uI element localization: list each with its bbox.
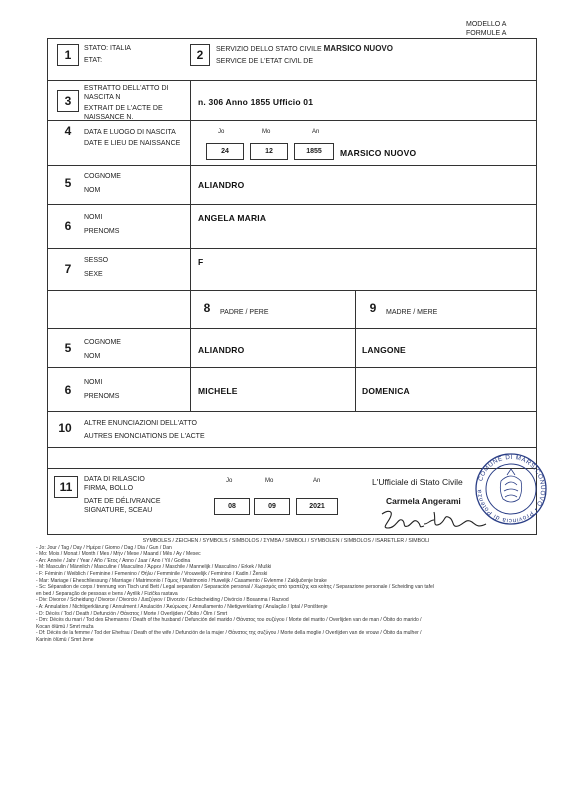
divider <box>190 80 191 411</box>
parents-names-label-fr: PRENOMS <box>84 393 120 400</box>
parents-surname-label-it: COGNOME <box>84 339 121 346</box>
field-number-6: 6 <box>64 219 72 233</box>
mother-header: MADRE / MERE <box>386 309 438 316</box>
legend-title: SYMBOLES / ZEICHEN / SYMBOLS / SIMBOLOS / ΣΥΜΒΑ / SIMBOLI / SYMBOLEN / SIMBOLOS / ISARETLER / SIMBOLI <box>142 538 430 544</box>
field-number-11: 11 <box>54 476 78 498</box>
issue-month-header: Mo <box>265 478 274 484</box>
divider <box>47 290 537 291</box>
day-header: Jo <box>218 129 225 135</box>
legend-line: - A: Annulation / Nichtigerklärung / Annulment / Anulación / Άκύρωσις / Annullamento / Nietigverklaring / Anulação / Iptal / Poništenje <box>36 603 328 610</box>
divider <box>47 165 537 166</box>
service-label-fr: SERVICE DE L'ETAT CIVIL DE <box>216 58 314 65</box>
divider <box>47 248 537 249</box>
given-names-label-it: NOMI <box>84 214 103 221</box>
model-label <box>466 20 546 38</box>
field-number-3: 3 <box>57 90 79 112</box>
birth-day-box: 24 <box>206 143 244 160</box>
legend-line: - M: Masculin / Männlich / Masculine / Masculino / Άρρεν / Maschile / Mannelijk / Masculino / Erkek / Muški <box>36 564 272 571</box>
field-number-4: 4 <box>64 124 72 138</box>
service-label-it: SERVIZIO DELLO STATO CIVILE <box>216 46 322 53</box>
other-statements-label-it: ALTRE ENUNCIAZIONI DELL'ATTO <box>84 420 197 427</box>
legend-line: Karinin ölümü / Smrt žene <box>36 636 94 643</box>
mother-name-value: DOMENICA <box>362 386 410 396</box>
sex-label-it: SESSO <box>84 257 109 264</box>
legend-line: - Div: Divorce / Scheidung / Divorce / Divorcio / Διαζύγιον / Divorzio / Echtscheiding / Divórcio / Bosanma / Razvod <box>36 597 289 604</box>
model-label-fr: FORMULE A <box>466 30 507 37</box>
field-number-6: 6 <box>64 383 72 397</box>
sex-label <box>84 256 108 279</box>
legend-line: - D: Décès / Tod / Death / Defunción / Θάνατος / Morte / Overlijden / Óbito / Ölm / Smrt <box>36 610 228 617</box>
issue-date-label-l4: SIGNATURE, SCEAU <box>84 507 153 514</box>
other-statements-label-fr: AUTRES ENONCIATIONS DE L'ACTE <box>84 433 205 440</box>
birth-month-box: 12 <box>250 143 288 160</box>
legend-line: - Mar: Mariage / Eheschliessung / Marriage / Matrimonio / Γάμος / Matrimonio / Huwelijk / Casamento / Evlenme / Zaključenje brake <box>36 577 327 584</box>
legend-line: - An: Année / Jahr / Year / Año / Έτος / Anno / Jaar / Ano / Yil / Godina <box>36 557 191 564</box>
legend-line: - Df: Décès de la femme / Tod der Ehefrau / Death of the wife / Defunción de la mujer / Θάνατος της συζύγου / Morte della moglie / Overlijden van de vrouw / Óbito da mulher / <box>36 630 422 637</box>
service-city: MARSICO NUOVO <box>323 44 393 53</box>
father-surname-value: ALIANDRO <box>198 345 245 355</box>
field-number-8: 8 <box>203 301 211 315</box>
legend-line: Kocan ölümü / Smrt muža <box>36 623 94 630</box>
given-names-label-fr: PRENOMS <box>84 228 120 235</box>
model-label-it: MODELLO A <box>466 21 507 28</box>
issue-day-box: 08 <box>214 498 250 515</box>
field-number-5: 5 <box>64 341 72 355</box>
issue-month-box: 09 <box>254 498 290 515</box>
sex-label-fr: SEXE <box>84 271 103 278</box>
divider <box>355 290 356 411</box>
legend-line: - Sc: Séparation de corps / trennung von Tisch und Bett / Legal separation / Separación personal / Χωρισμός από τραπέζης και κοίτης / Separazione personale / Scheiding van tafel <box>36 584 434 591</box>
given-names-label <box>84 213 119 236</box>
act-number-label-it: ESTRATTO DELL'ATTO DI NASCITA N <box>84 85 169 101</box>
issue-date-label <box>84 475 161 515</box>
state-label-fr: ETAT: <box>84 57 103 64</box>
legend-line: en bed / Separação de pessoas e bens / Ayrilik / Fizička rastava <box>36 590 178 597</box>
field-number-7: 7 <box>64 262 72 276</box>
officer-title: L'Ufficiale di Stato Civile <box>372 477 463 487</box>
field-number-10: 10 <box>58 421 72 435</box>
birth-date-label <box>84 128 188 148</box>
parents-names-label <box>84 378 119 401</box>
service-label <box>216 44 393 66</box>
field-number-2: 2 <box>190 44 210 66</box>
issue-day-header: Jo <box>226 478 233 484</box>
legend-line: - Mo: Mois / Monat / Month / Mes / Μήν / Mese / Maand / Mês / Ay / Mesec <box>36 551 201 558</box>
official-stamp <box>473 451 549 527</box>
act-number-label <box>84 84 188 122</box>
issue-date-label-l1: DATA DI RILASCIO <box>84 476 145 483</box>
other-statements-label <box>84 419 205 441</box>
field-number-1: 1 <box>57 44 79 66</box>
parents-surname-label <box>84 338 121 361</box>
given-names-value: ANGELA MARIA <box>198 213 267 223</box>
state-label-it: STATO: ITALIA <box>84 45 131 52</box>
birth-date-label-it: DATA E LUOGO DI NASCITA <box>84 129 176 136</box>
divider <box>47 367 537 368</box>
act-number-label-fr: EXTRAIT DE L'ACTE DE NAISSANCE N. <box>84 105 163 121</box>
birth-date-label-fr: DATE E LIEU DE NAISSANCE <box>84 140 181 147</box>
parents-names-label-it: NOMI <box>84 379 103 386</box>
divider <box>47 328 537 329</box>
mother-surname-value: LANGONE <box>362 345 406 355</box>
issue-year-header: An <box>313 478 321 484</box>
surname-label-it: COGNOME <box>84 173 121 180</box>
sex-value: F <box>198 257 204 267</box>
father-header: PADRE / PERE <box>220 309 269 316</box>
surname-label <box>84 172 121 195</box>
divider <box>47 80 537 81</box>
stamp-text: COMUNE DI MARSICONUOVO • Provincia di Potenza <box>475 453 547 525</box>
act-number-value: n. 306 Anno 1855 Ufficio 01 <box>198 97 314 107</box>
field-number-9: 9 <box>369 301 377 315</box>
legend-line: - Dm: Décès du mari / Tod des Ehemanns / Death of the husband / Defunción del marido / Θάνατος του συζύγου / Morte del marito / Overlijden van de man / Óbito do marido / <box>36 617 422 624</box>
issue-year-box: 2021 <box>296 498 338 515</box>
legend <box>36 538 536 644</box>
parents-surname-label-fr: NOM <box>84 353 101 360</box>
issue-date-label-l3: DATE DE DÉLIVRANCE <box>84 498 161 505</box>
divider <box>47 204 537 205</box>
year-header: An <box>312 129 320 135</box>
legend-line: - Jo: Jour / Tag / Day / Ημέρα / Giorno / Dag / Dia / Gun / Dan <box>36 544 172 551</box>
divider <box>47 468 537 469</box>
field-number-5: 5 <box>64 176 72 190</box>
birth-year-box: 1855 <box>294 143 334 160</box>
birth-place-value: MARSICO NUOVO <box>340 148 417 158</box>
surname-label-fr: NOM <box>84 187 101 194</box>
month-header: Mo <box>262 129 271 135</box>
father-name-value: MICHELE <box>198 386 238 396</box>
state-label <box>84 44 131 65</box>
surname-value: ALIANDRO <box>198 180 245 190</box>
issue-date-label-l2: FIRMA, BOLLO <box>84 485 134 492</box>
divider <box>47 447 537 448</box>
officer-name: Carmela Angerami <box>386 496 461 506</box>
divider <box>47 411 537 412</box>
legend-line: - F: Féminin / Weiblich / Feminine / Femenino / Θήλυ / Femminile / Vrouwelijk / Feminino / Kadin / Ženski <box>36 570 268 577</box>
